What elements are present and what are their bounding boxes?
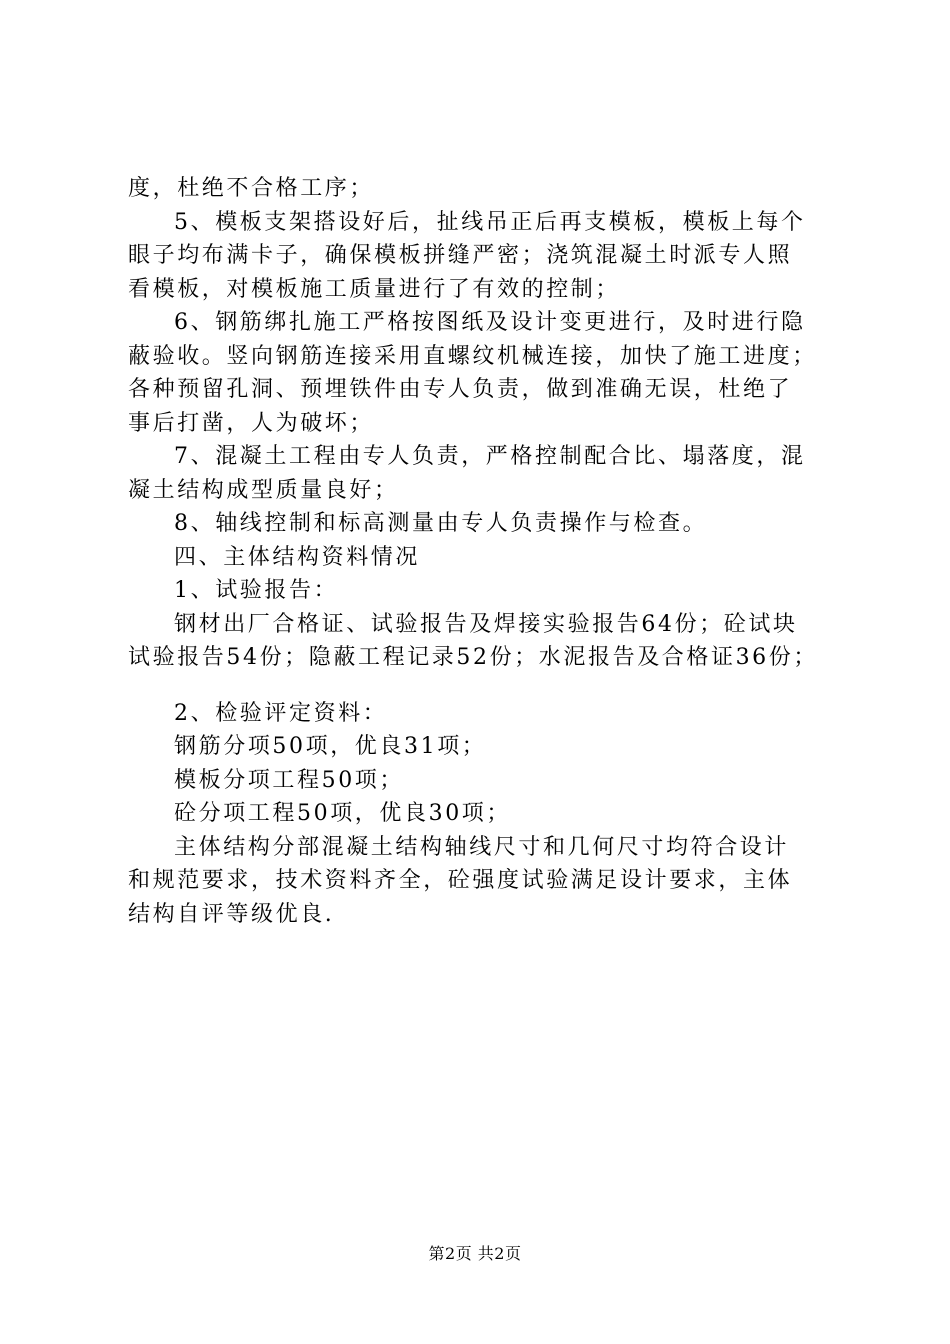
text-line: 模板分项工程50项； [174, 767, 404, 793]
text-line: 蔽验收。竖向钢筋连接采用直螺纹机械连接，加快了施工进度； [128, 343, 817, 369]
text-line: 看模板，对模板施工质量进行了有效的控制； [128, 276, 621, 302]
text-line: 和规范要求，技术资料齐全，砼强度试验满足设计要求，主体 [128, 868, 793, 893]
text-line: 事后打凿，人为破坏； [128, 410, 375, 436]
text-line: 钢筋分项50项，优良31项； [174, 734, 487, 759]
text-line: 7、混凝土工程由专人负责，严格控制配合比、塌落度，混 [174, 444, 806, 469]
text-line: 6、钢筋绑扎施工严格按图纸及设计变更进行，及时进行隐 [174, 310, 806, 335]
text-line: 8、轴线控制和标高测量由专人负责操作与检查。 [174, 511, 708, 536]
text-line: 试验报告54份；隐蔽工程记录52份；水泥报告及合格证36份； [128, 645, 818, 670]
subsection-heading: 2、检验评定资料： [174, 700, 388, 726]
text-line: 5、模板支架搭设好后，扯线吊正后再支模板，模板上每个 [174, 209, 806, 235]
text-line: 钢材出厂合格证、试验报告及焊接实验报告64份；砼试块 [174, 611, 798, 637]
text-line: 凝土结构成型质量良好； [128, 477, 399, 503]
text-line: 度，杜绝不合格工序； [128, 176, 375, 201]
text-line: 结构自评等级优良. [128, 901, 335, 927]
page-number-footer: 第2页 共2页 [428, 1244, 522, 1263]
text-line: 砼分项工程50项，优良30项； [174, 801, 511, 826]
subsection-heading: 1、试验报告： [174, 578, 339, 603]
section-heading: 四、主体结构资料情况 [174, 544, 421, 570]
text-line: 眼子均布满卡子，确保模板拼缝严密；浇筑混凝土时派专人照 [128, 243, 793, 268]
text-line: 主体结构分部混凝土结构轴线尺寸和几何尺寸均符合设计 [174, 834, 790, 860]
document-body [128, 172, 836, 931]
text-line: 各种预留孔洞、预埋铁件由专人负责，做到准确无误，杜绝了 [128, 377, 793, 402]
blank-line [128, 675, 836, 697]
